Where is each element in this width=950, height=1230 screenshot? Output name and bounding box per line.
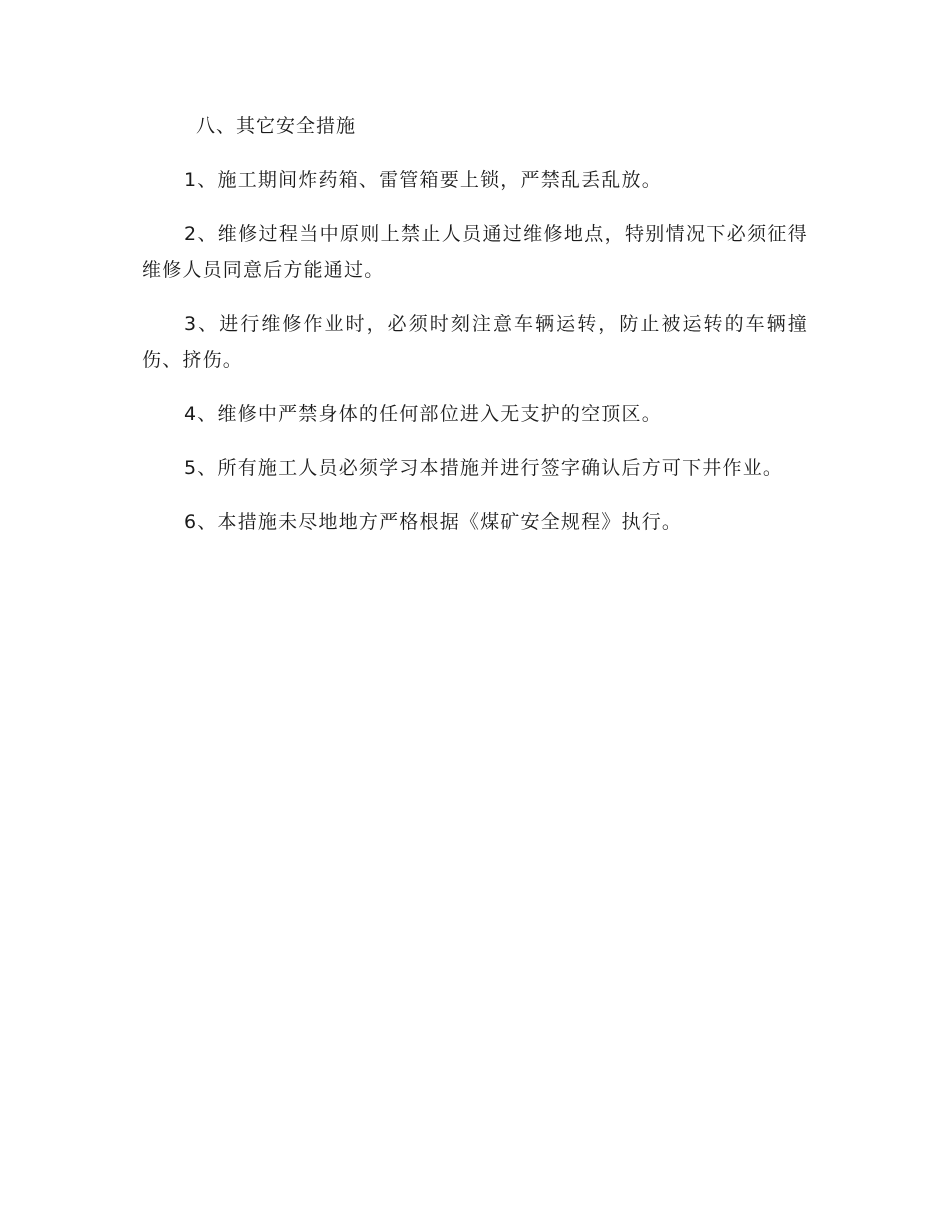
paragraph-4: 4、维修中严禁身体的任何部位进入无支护的空顶区。	[184, 403, 662, 425]
section-heading: 八、其它安全措施	[196, 115, 357, 137]
paragraph-2: 2、维修过程当中原则上禁止人员通过维修地点，特别情况下必须征得维修人员同意后方能通过。	[142, 223, 808, 281]
document-body	[142, 108, 808, 558]
paragraph-5: 5、所有施工人员必须学习本措施并进行签字确认后方可下井作业。	[184, 457, 784, 479]
paragraph-6: 6、本措施未尽地地方严格根据《煤矿安全规程》执行。	[184, 511, 683, 533]
paragraph-3: 3、进行维修作业时，必须时刻注意车辆运转，防止被运转的车辆撞伤、挤伤。	[142, 313, 808, 371]
paragraph-1: 1、施工期间炸药箱、雷管箱要上锁，严禁乱丢乱放。	[184, 169, 662, 191]
